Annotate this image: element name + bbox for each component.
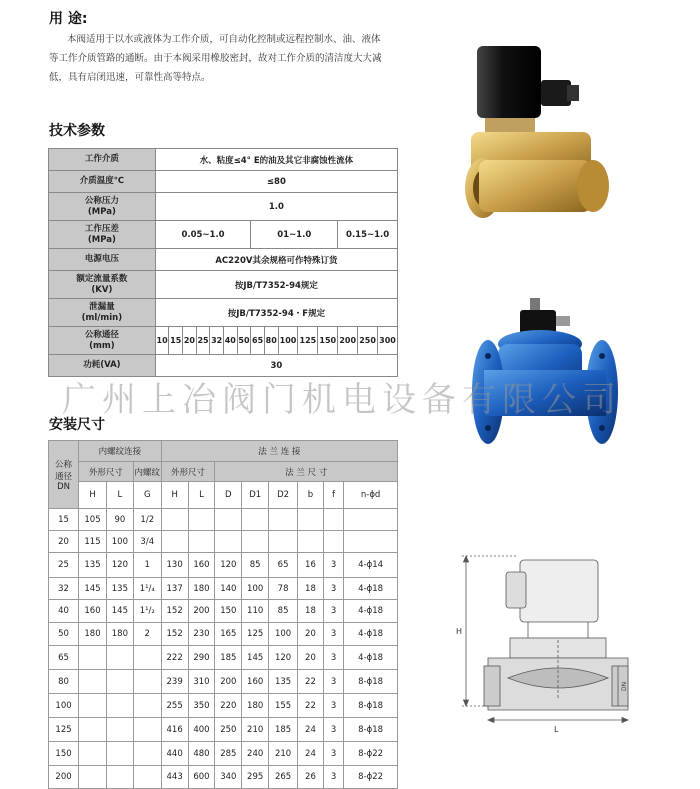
usage-line-2: 等工作介质管路的通断。由于本阀采用橡胶密封，故对工作介质的清洁度大大减 [49,53,382,64]
dims-cell [161,509,188,531]
dims-cell [188,509,215,531]
dims-cell: 3 [323,578,343,600]
dn-value: 20 [183,327,197,355]
dn-value: 100 [278,327,298,355]
dims-cell: 180 [79,623,107,646]
dims-cell: 350 [188,694,215,718]
dims-row [49,600,398,623]
dims-cell: 3 [323,646,343,670]
dims-cell: 180 [106,623,133,646]
dims-row [49,670,398,694]
col-header: D2 [269,482,298,509]
brass-valve-image [455,40,625,225]
drawing-h-label: H [456,627,463,636]
dims-row [49,531,398,553]
dims-cell: 20 [298,623,324,646]
col-header: G [133,482,161,509]
dims-cell: 3 [323,670,343,694]
dims-cell: 152 [161,623,188,646]
dims-cell: 165 [215,623,242,646]
dims-cell: 40 [49,600,79,623]
dims-cell: 160 [79,600,107,623]
flow-label: 额定流量系数 (KV) [49,271,156,299]
dims-cell: 295 [242,766,269,789]
dims-cell: 145 [79,578,107,600]
dims-cell [269,531,298,553]
dn-label: 公称通径 (mm) [49,327,156,355]
dims-row [49,623,398,646]
dims-body [49,509,398,789]
dims-cell: 135 [79,553,107,578]
dims-cell: 26 [298,766,324,789]
dims-row [49,646,398,670]
dims-cell: 3/4 [133,531,161,553]
dims-row [49,509,398,531]
dims-cell: 100 [49,694,79,718]
dims-cell: 80 [49,670,79,694]
dn-value: 32 [210,327,224,355]
dims-cell [79,646,107,670]
dn-value: 250 [358,327,378,355]
dims-cell [133,694,161,718]
dims-cell: 440 [161,742,188,766]
dims-cell: 20 [298,646,324,670]
dims-cell: 90 [106,509,133,531]
dims-cell: 4-ϕ18 [344,623,398,646]
col-header: L [106,482,133,509]
dims-cell [242,509,269,531]
dims-cell: 1/2 [133,509,161,531]
dims-cell: 65 [269,553,298,578]
dims-cell: 285 [215,742,242,766]
dims-cell: 1 [133,553,161,578]
dims-cell: 120 [215,553,242,578]
dims-cell [323,509,343,531]
dims-cell: 3 [323,623,343,646]
dn-value: 150 [318,327,338,355]
col-header: H [161,482,188,509]
usage-line-1: 本阀适用于以水或液体为工作介质，可自动化控制或远程控制水、油、液体 [67,34,381,45]
dims-cell: 3 [323,600,343,623]
dims-cell: 240 [242,742,269,766]
dims-cell: 20 [49,531,79,553]
dims-cell [106,742,133,766]
dims-cell: 600 [188,766,215,789]
col-header: D [215,482,242,509]
dims-cell: 250 [215,718,242,742]
dims-cell: 210 [242,718,269,742]
dn-value: 65 [251,327,265,355]
dims-cell: 15 [49,509,79,531]
dims-cell: 100 [269,623,298,646]
dims-cell: 8-ϕ22 [344,742,398,766]
dn-value: 15 [169,327,183,355]
dn-value: 125 [298,327,318,355]
dims-cell: 130 [161,553,188,578]
dims-cell: 150 [215,600,242,623]
dims-cell: 22 [298,670,324,694]
dims-cell [79,670,107,694]
leak-value: 按JB/T7352-94・F规定 [155,299,397,327]
diff-value-3: 0.15~1.0 [338,221,398,249]
dn-value: 40 [223,327,237,355]
dims-cell [344,531,398,553]
dims-cell: 145 [242,646,269,670]
dims-cell [323,531,343,553]
dims-cell [133,670,161,694]
dims-cell: 4-ϕ18 [344,600,398,623]
dims-cell: 185 [269,718,298,742]
dims-cell [133,742,161,766]
dims-cell [79,742,107,766]
dims-cell: 8-ϕ22 [344,766,398,789]
dims-cell: 8-ϕ18 [344,670,398,694]
dims-row [49,742,398,766]
drawing-l-label: L [554,725,559,734]
dims-cell: 3 [323,553,343,578]
dims-cell: 135 [106,578,133,600]
dims-cell: 145 [106,600,133,623]
dims-cell: 200 [188,600,215,623]
dims-cell: 100 [242,578,269,600]
outer-size-header-2: 外形尺寸 [161,462,215,482]
tech-params-table [48,148,398,377]
diff-value-1: 0.05~1.0 [155,221,250,249]
dims-cell: 239 [161,670,188,694]
flange-connection-header: 法 兰 连 接 [161,441,397,462]
usage-title: 用 途: [49,11,88,27]
dims-cell [215,509,242,531]
dims-cell: 105 [79,509,107,531]
dims-cell: 135 [269,670,298,694]
dims-cell: 443 [161,766,188,789]
dims-cell: 25 [49,553,79,578]
dims-cell: 185 [215,646,242,670]
flow-value: 按JB/T7352-94规定 [155,271,397,299]
diff-value-2: 01~1.0 [251,221,338,249]
dims-cell [79,718,107,742]
dims-cell: 4-ϕ18 [344,578,398,600]
medium-value: 水、粘度≤4° E的油及其它非腐蚀性流体 [155,149,397,171]
dims-cell: 160 [188,553,215,578]
dims-cell [106,694,133,718]
pressure-value: 1.0 [155,193,397,221]
dims-cell: 115 [79,531,107,553]
medium-label: 工作介质 [49,149,156,171]
drawing-dn-label: DN [621,681,628,691]
dims-cell: 200 [49,766,79,789]
dims-cell [79,766,107,789]
install-dims-table [48,440,398,789]
col-header: H [79,482,107,509]
temp-value: ≤80 [155,171,397,193]
dn-value: 10 [155,327,169,355]
temp-label: 介质温度℃ [49,171,156,193]
dims-cell: 120 [106,553,133,578]
dims-cell: 222 [161,646,188,670]
dims-cell: 85 [269,600,298,623]
dims-cell: 4-ϕ14 [344,553,398,578]
dims-cell: 150 [49,742,79,766]
diff-label: 工作压差 (MPa) [49,221,156,249]
dims-cell [106,718,133,742]
dims-cell: 24 [298,742,324,766]
thread-connection-header: 内螺纹连接 [79,441,162,462]
dn-value: 50 [237,327,251,355]
dims-cell: 3 [323,766,343,789]
dims-cell: 78 [269,578,298,600]
outer-size-header: 外形尺寸 [79,462,134,482]
dims-cell [79,694,107,718]
tech-title: 技术参数 [49,123,105,139]
dn-value: 200 [338,327,358,355]
dims-cell [298,531,324,553]
dims-cell: 2 [133,623,161,646]
dims-cell: 340 [215,766,242,789]
install-title: 安装尺寸 [49,417,105,433]
dims-cell [106,646,133,670]
dims-cell: 416 [161,718,188,742]
dims-cell: 8-ϕ18 [344,694,398,718]
dims-cell: 4-ϕ18 [344,646,398,670]
dn-value: 25 [196,327,210,355]
dims-cell: 140 [215,578,242,600]
dims-cell: 1¹/₂ [133,600,161,623]
dims-cell: 220 [215,694,242,718]
dims-cell: 8-ϕ18 [344,718,398,742]
dims-cell: 180 [188,578,215,600]
dims-cell: 180 [242,694,269,718]
power-value: 30 [155,355,397,377]
dims-cell: 18 [298,600,324,623]
dims-cell [188,531,215,553]
dims-cell: 3 [323,694,343,718]
pressure-label: 公称压力 (MPa) [49,193,156,221]
dims-row [49,718,398,742]
power-label: 功耗(VA) [49,355,156,377]
dims-cell: 125 [49,718,79,742]
dims-cell: 400 [188,718,215,742]
dims-cell [298,509,324,531]
dims-cell: 22 [298,694,324,718]
dims-cell: 310 [188,670,215,694]
dn-value: 300 [378,327,398,355]
dims-cell [242,531,269,553]
leak-label: 泄漏量 (ml/min) [49,299,156,327]
dims-cell [133,646,161,670]
usage-paragraph [49,30,419,87]
dims-cell [133,718,161,742]
company-watermark: 广州上冶阀门机电设备有限公司 [62,380,622,420]
dims-cell: 200 [215,670,242,694]
inner-thread-header: 内螺纹 [133,462,161,482]
dims-cell: 3 [323,718,343,742]
voltage-label: 电源电压 [49,249,156,271]
dims-cell: 32 [49,578,79,600]
dims-cell: 152 [161,600,188,623]
dims-cell [215,531,242,553]
dims-cell: 50 [49,623,79,646]
dims-cell [106,670,133,694]
dims-row [49,694,398,718]
col-header: L [188,482,215,509]
col-header: D1 [242,482,269,509]
dn-value: 80 [264,327,278,355]
col-header: f [323,482,343,509]
dims-cell: 18 [298,578,324,600]
dims-cell: 120 [269,646,298,670]
dims-cell: 65 [49,646,79,670]
dims-cell: 480 [188,742,215,766]
dims-row [49,553,398,578]
dims-cell: 230 [188,623,215,646]
dims-cell: 3 [323,742,343,766]
dims-row [49,766,398,789]
dims-cell: 110 [242,600,269,623]
dims-cell: 1¹/₄ [133,578,161,600]
dims-cell: 85 [242,553,269,578]
flange-size-header: 法 兰 尺 寸 [215,462,398,482]
dims-cell [161,531,188,553]
dims-cell: 125 [242,623,269,646]
col-header: n-ϕd [344,482,398,509]
valve-section-drawing [448,548,633,753]
dims-cell: 137 [161,578,188,600]
col-header: b [298,482,324,509]
dims-cell: 155 [269,694,298,718]
dims-cell [344,509,398,531]
usage-line-3: 低，具有启闭迅速，可靠性高等特点。 [49,72,211,83]
dims-cell [106,766,133,789]
dims-cell: 160 [242,670,269,694]
dims-cell: 100 [106,531,133,553]
dims-cell: 24 [298,718,324,742]
dims-cell: 210 [269,742,298,766]
dims-cell [269,509,298,531]
dims-cell [133,766,161,789]
dims-cell: 255 [161,694,188,718]
dims-cell: 290 [188,646,215,670]
dims-cell: 16 [298,553,324,578]
dims-cell: 265 [269,766,298,789]
voltage-value: AC220V其余规格可作特殊订货 [155,249,397,271]
dn-header: 公称 通径 DN [49,441,79,509]
dims-row [49,578,398,600]
